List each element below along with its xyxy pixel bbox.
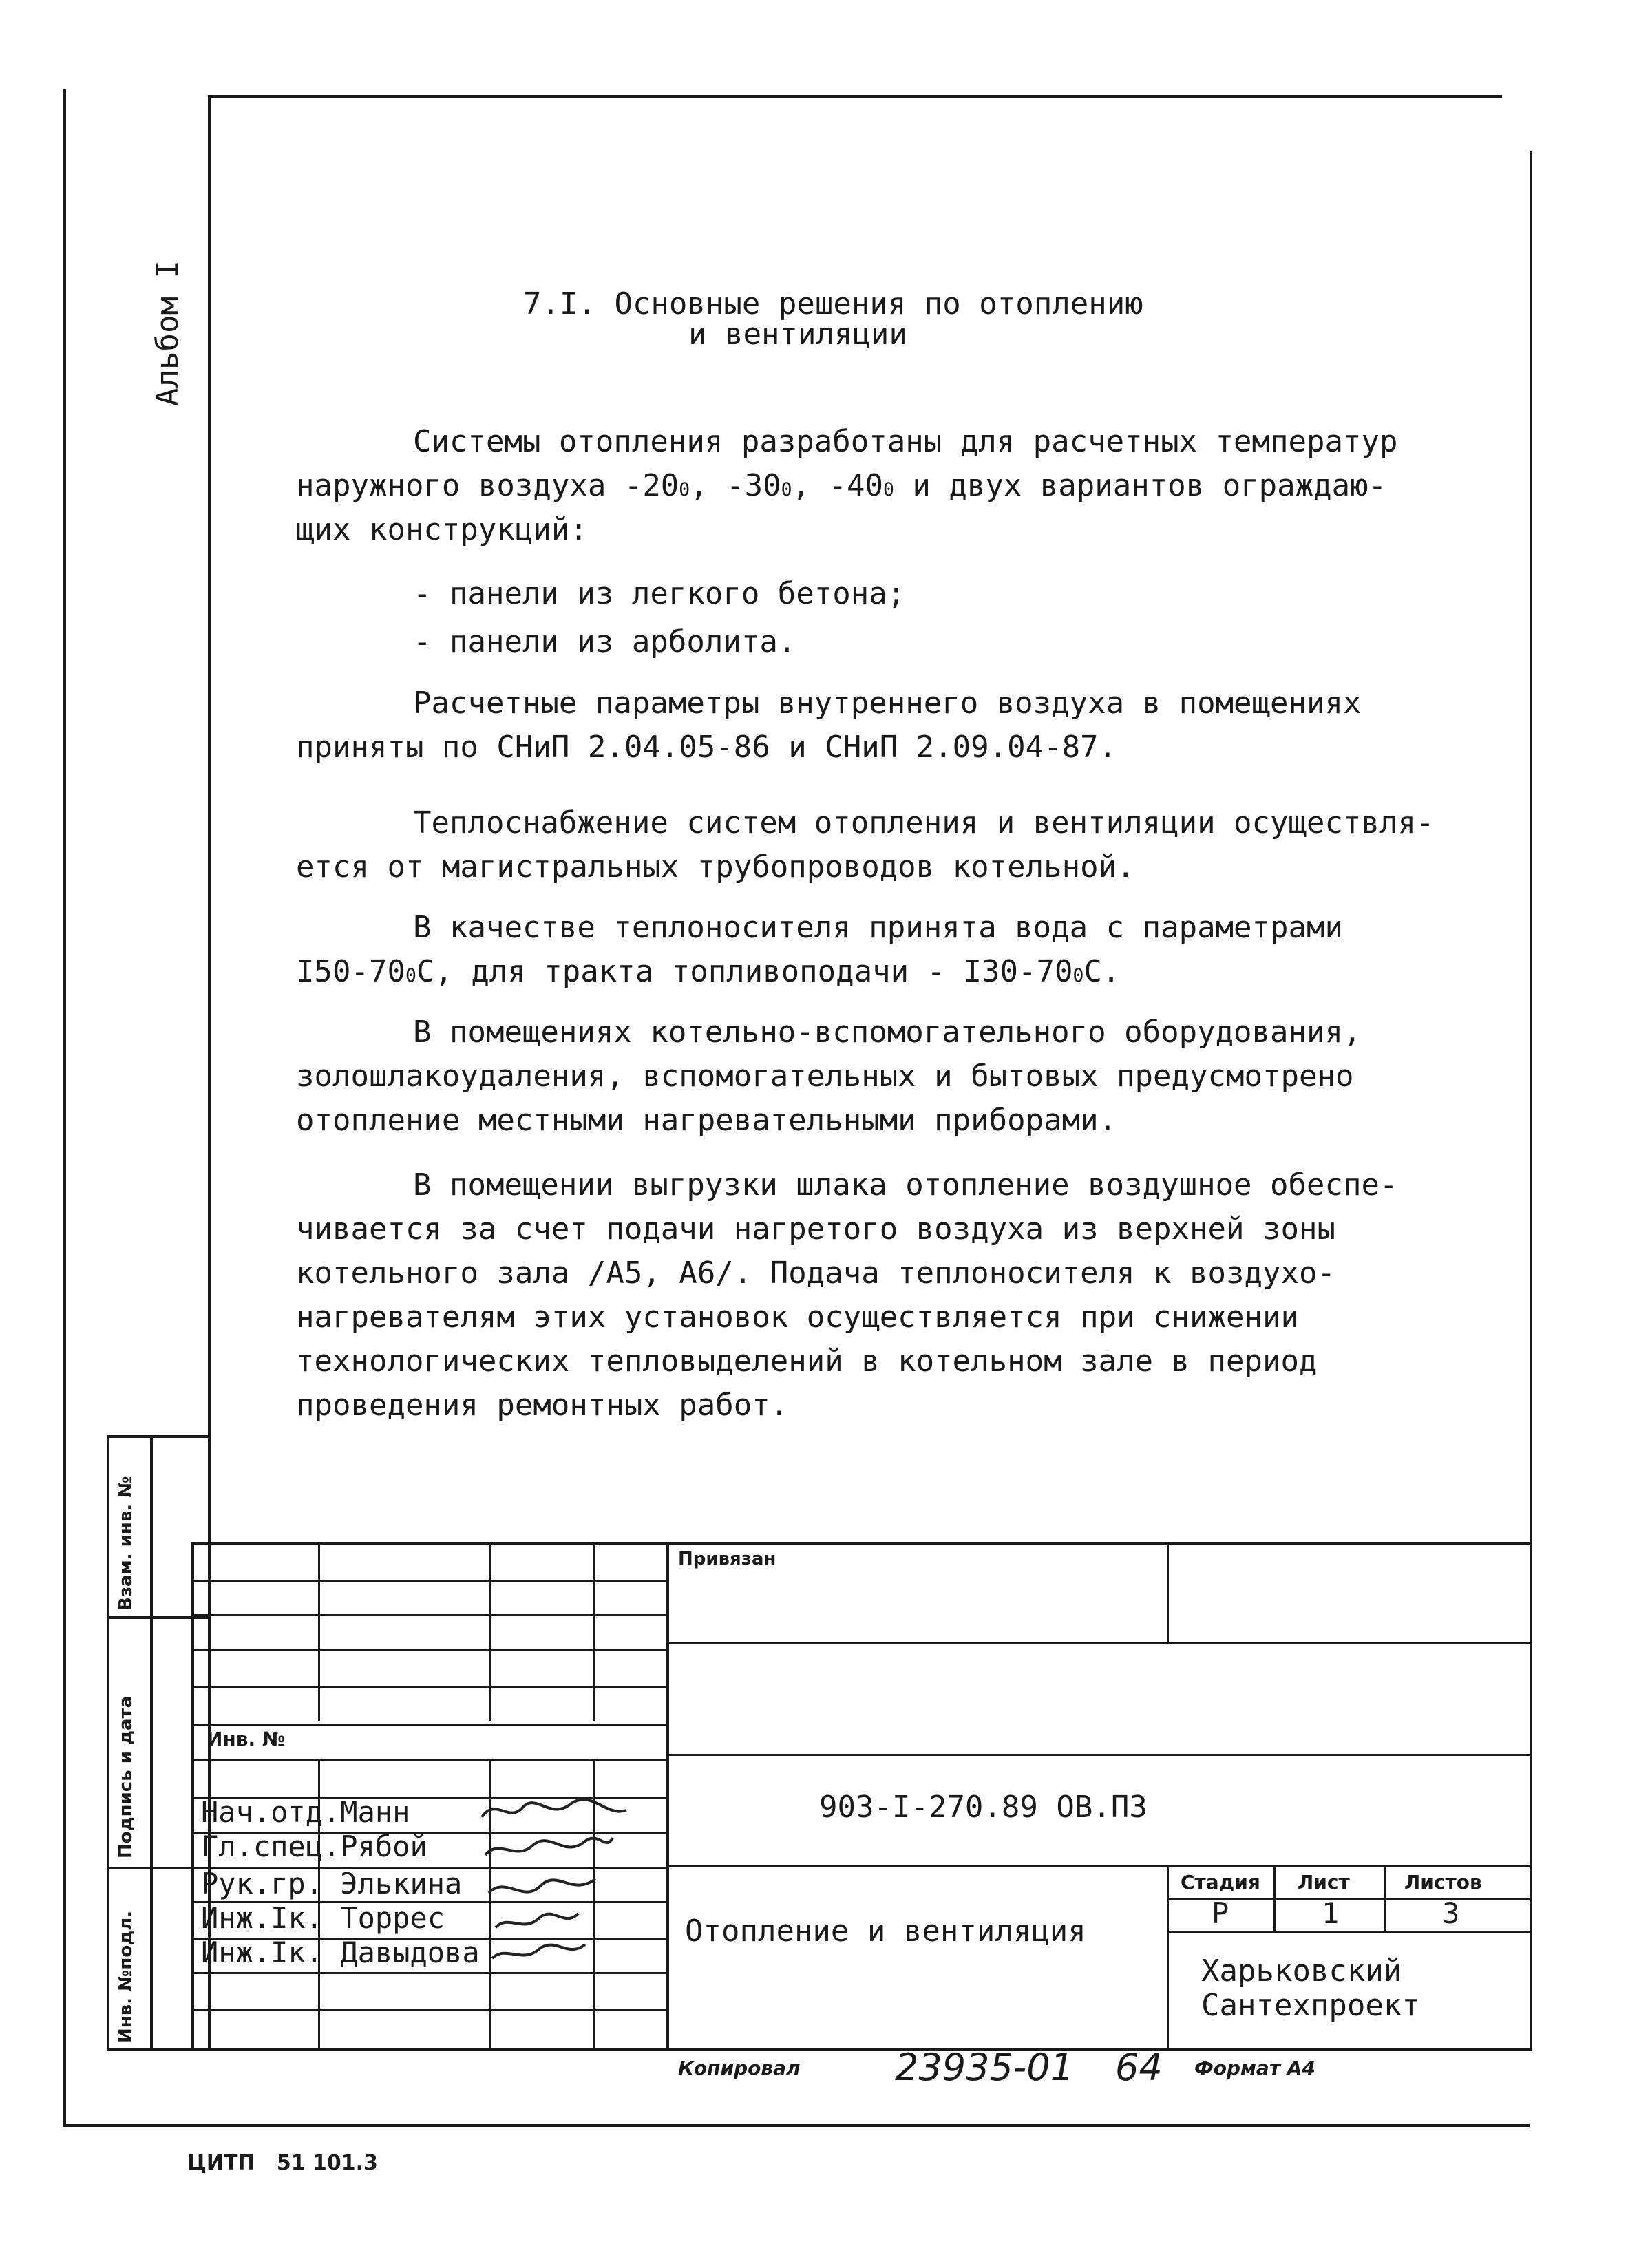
stage-col-2: [1384, 1865, 1386, 1931]
p6-line: технологических тепловыделений в котельном зале в период: [296, 1344, 1318, 1379]
grid-col: [489, 1542, 491, 1721]
staff-row: Инж.Iк. Давыдова: [201, 1936, 480, 1969]
inv-no-label: Инв. №: [207, 1728, 286, 1750]
paragraph-design-parameters: [296, 681, 1508, 770]
section-title: [523, 286, 1212, 352]
frame-left-border: [208, 95, 211, 2050]
privyazan-divider: [1167, 1542, 1169, 1642]
p4-line-2: $I50-70^0С$, для тракта топливоподачи - $I30-70^0С$.: [296, 954, 1121, 989]
paragraph-heat-carrier: [296, 906, 1508, 994]
page-number-handwritten: 64: [1115, 2046, 1163, 2089]
p6-line: котельного зала /А5, А6/. Подача теплоносителя к воздухо-: [296, 1255, 1335, 1291]
grid-row: [191, 1649, 668, 1651]
stage-col-1: [1273, 1865, 1276, 1931]
stage-header: Стадия: [1181, 1871, 1260, 1894]
right-col-org: [1167, 1865, 1169, 2048]
side-top: [107, 1435, 210, 1438]
right-row-1: [666, 1642, 1532, 1644]
grid-row: [191, 1686, 668, 1688]
sheet-value: 1: [1322, 1896, 1340, 1930]
frame-top-border: [208, 95, 1502, 98]
outer-bottom-border: [63, 2124, 1530, 2127]
grid-row: [191, 1724, 668, 1726]
p3-line-1: Теплоснабжение систем отопления и вентиляции осуществля-: [413, 805, 1435, 840]
staff-row: Инж.Iк. Торрес: [201, 1901, 445, 1935]
sheet-header: Лист: [1298, 1871, 1350, 1894]
p3-line-2: ется от магистральных трубопроводов котельной.: [296, 849, 1135, 884]
wall-options-list: [413, 570, 905, 666]
side-div-1: [107, 1616, 210, 1619]
p1-line-3: щих конструкций:: [296, 512, 588, 547]
grid-col: [593, 1542, 595, 1721]
paragraph-local-heating: [296, 1010, 1508, 1143]
grid-col: [666, 1542, 669, 2051]
side-label-inv-orig: Инв. №подл.: [116, 1910, 136, 2043]
document-title: Отопление и вентиляция: [685, 1914, 1086, 1949]
p1-line-2: наружного воздуха $-20^0$, $-30^0$, $-40^0$ и двух вариантов ограждаю-: [296, 468, 1387, 503]
staff-row: Рук.гр. Элькина: [201, 1867, 463, 1900]
p4-line-1: В качестве теплоносителя принята вода с параметрами: [413, 910, 1344, 945]
stamp-top: [191, 1542, 1532, 1545]
staff-row: Гл.спец.Рябой: [201, 1830, 427, 1863]
p5-line: золошлакоудаления, вспомогательных и бытовых предусмотрено: [296, 1059, 1354, 1094]
format-label: Формат А4: [1194, 2057, 1315, 2079]
right-row-2: [666, 1754, 1532, 1756]
grid-row: [191, 1759, 668, 1761]
bottom-code: ЦИТП 51 101.3: [187, 2151, 378, 2175]
frame-right-border: [1530, 151, 1532, 2051]
p6-line: проведения ремонтных работ.: [296, 1388, 789, 1423]
order-number: 23935-01: [895, 2046, 1074, 2089]
title-line-2: и вентиляции: [688, 317, 907, 352]
organization-line-1: Харьковский: [1201, 1953, 1402, 1989]
side-label-inv-replace: Взам. инв. №: [116, 1476, 136, 1611]
title-line-1: 7.I. Основные решения по отоплению: [523, 286, 1143, 321]
side-col-left: [107, 1435, 109, 2051]
album-label: Альбом I: [150, 260, 185, 406]
grid-col: [318, 1542, 320, 1721]
privyazan-label: Привязан: [678, 1549, 776, 1569]
stage-value: Р: [1212, 1896, 1229, 1930]
p2-line-2: приняты по СНиП 2.04.05-86 и СНиП 2.09.04-87.: [296, 730, 1117, 765]
p5-line: отопление местными нагревательными приборами.: [296, 1103, 1117, 1138]
sheets-header: Листов: [1404, 1871, 1482, 1894]
organization-line-2: Сантехпроект: [1201, 1988, 1420, 2023]
outer-left-border: [63, 89, 66, 2127]
stamp-bottom: [107, 2048, 1532, 2051]
signature-scribbles: [475, 1790, 640, 1969]
p5-line: В помещениях котельно-вспомогательного оборудования,: [413, 1015, 1362, 1050]
staff-row: Нач.отд.Манн: [201, 1795, 410, 1829]
p1-line-1: Системы отопления разработаны для расчетных температур: [413, 424, 1398, 459]
copied-by-label: Копировал: [678, 2057, 801, 2079]
side-col-mid: [150, 1435, 153, 2051]
paragraph-slag-unloading: [296, 1163, 1508, 1428]
p6-line: чивается за счет подачи нагретого воздуха из верхней зоны: [296, 1211, 1335, 1247]
side-label-sign-date: Подпись и дата: [116, 1695, 136, 1858]
paragraph-heating-systems: [296, 420, 1508, 552]
right-row-3: [666, 1865, 1532, 1867]
stage-value-row: [1167, 1931, 1532, 1933]
p6-line: В помещении выгрузки шлака отопление воздушное обеспе-: [413, 1167, 1398, 1202]
grid-row: [191, 2009, 668, 2011]
list-item: - панели из арболита.: [413, 624, 796, 659]
grid-col: [191, 1542, 194, 2051]
grid-row: [191, 1580, 668, 1582]
grid-row: [191, 1972, 668, 1974]
p6-line: нагревателям этих установок осуществляется при снижении: [296, 1300, 1299, 1335]
paragraph-heat-supply: [296, 801, 1508, 889]
document-code: 903-I-270.89 ОВ.ПЗ: [819, 1790, 1148, 1825]
grid-row: [191, 1614, 668, 1616]
sheets-value: 3: [1442, 1896, 1460, 1930]
list-item: - панели из легкого бетона;: [413, 576, 906, 611]
p2-line-1: Расчетные параметры внутреннего воздуха в помещениях: [413, 686, 1362, 721]
